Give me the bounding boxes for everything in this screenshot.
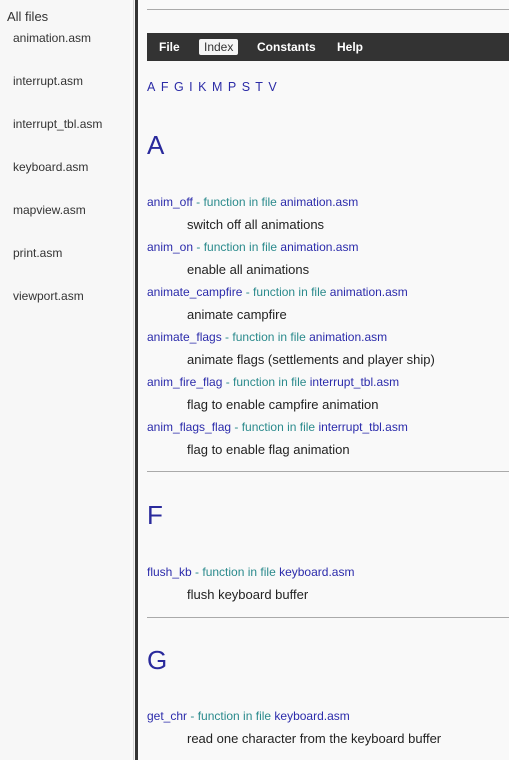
function-kind: - function in file [222, 375, 310, 389]
function-kind: - function in file [192, 195, 281, 209]
function-link[interactable]: animate_campfire [147, 285, 243, 299]
entry-description: flush keyboard buffer [187, 587, 309, 602]
section-heading-f: F [147, 500, 163, 530]
sidebar-title: All files [7, 9, 49, 24]
sidebar-file-print[interactable]: print.asm [13, 246, 63, 260]
letter-link-a[interactable]: A [147, 80, 156, 94]
main-content [138, 0, 509, 760]
entry-anim-on [147, 240, 358, 254]
letter-link-k[interactable]: K [198, 80, 207, 94]
function-link[interactable]: anim_on [147, 240, 194, 254]
entry-flush-kb [147, 565, 354, 579]
nav-index[interactable]: Index [199, 39, 238, 55]
file-link[interactable]: animation.asm [280, 195, 359, 209]
navbar [147, 33, 509, 61]
function-kind: - function in file [231, 420, 319, 434]
entry-description: flag to enable flag animation [187, 442, 350, 457]
function-link[interactable]: anim_flags_flag [147, 420, 232, 434]
function-link[interactable]: anim_fire_flag [147, 375, 223, 389]
sidebar-file-interrupt-tbl[interactable]: interrupt_tbl.asm [13, 117, 103, 131]
letter-link-p[interactable]: P [227, 80, 237, 94]
entry-get-chr [147, 709, 350, 723]
sidebar-file-mapview[interactable]: mapview.asm [13, 203, 86, 217]
file-link[interactable]: keyboard.asm [279, 565, 355, 579]
entry-description: switch off all animations [187, 217, 325, 232]
top-divider [147, 9, 509, 10]
entry-animate-flags [147, 330, 387, 344]
sidebar-divider-line [133, 0, 134, 760]
entry-description: animate flags (settlements and player ship) [187, 352, 435, 367]
file-link[interactable]: animation.asm [280, 240, 359, 254]
letter-link-i[interactable]: I [189, 80, 193, 94]
entry-description: flag to enable campfire animation [187, 397, 379, 412]
sidebar-file-animation[interactable]: animation.asm [13, 31, 92, 45]
function-link[interactable]: get_chr [147, 709, 188, 723]
entry-description: enable all animations [187, 262, 310, 277]
file-link[interactable]: animation.asm [309, 330, 388, 344]
file-link[interactable]: interrupt_tbl.asm [318, 420, 408, 434]
section-divider [147, 471, 509, 472]
nav-file[interactable]: File [159, 40, 180, 54]
sidebar [0, 0, 133, 760]
letter-index [147, 80, 279, 94]
file-link[interactable]: keyboard.asm [274, 709, 350, 723]
section-heading-g: G [147, 645, 168, 675]
function-link[interactable]: animate_flags [147, 330, 222, 344]
function-kind: - function in file [187, 709, 275, 723]
function-kind: - function in file [242, 285, 330, 299]
entry-anim-fire-flag [147, 375, 399, 389]
letter-link-g[interactable]: G [173, 80, 184, 94]
letter-link-v[interactable]: V [268, 80, 277, 94]
sidebar-file-viewport[interactable]: viewport.asm [13, 289, 84, 303]
entry-description: animate campfire [187, 307, 287, 322]
file-link[interactable]: animation.asm [329, 285, 408, 299]
entry-animate-campfire [147, 285, 408, 299]
entry-anim-off [147, 195, 358, 209]
function-link[interactable]: anim_off [147, 195, 193, 209]
letter-link-s[interactable]: S [241, 80, 251, 94]
nav-help[interactable]: Help [337, 40, 364, 54]
letter-link-f[interactable]: F [160, 80, 169, 94]
nav-constants[interactable]: Constants [257, 40, 316, 54]
sidebar-file-interrupt[interactable]: interrupt.asm [13, 74, 84, 88]
function-link[interactable]: flush_kb [147, 565, 192, 579]
letter-link-t[interactable]: T [255, 80, 263, 94]
entry-description: read one character from the keyboard buffer [187, 731, 442, 746]
sidebar-file-keyboard[interactable]: keyboard.asm [13, 160, 89, 174]
function-kind: - function in file [191, 565, 280, 579]
section-divider [147, 617, 509, 618]
section-heading-a: A [147, 130, 165, 160]
letter-link-m[interactable]: M [211, 80, 223, 94]
file-link[interactable]: interrupt_tbl.asm [309, 375, 400, 389]
function-kind: - function in file [193, 240, 281, 254]
entry-anim-flags-flag [147, 420, 408, 434]
function-kind: - function in file [221, 330, 310, 344]
